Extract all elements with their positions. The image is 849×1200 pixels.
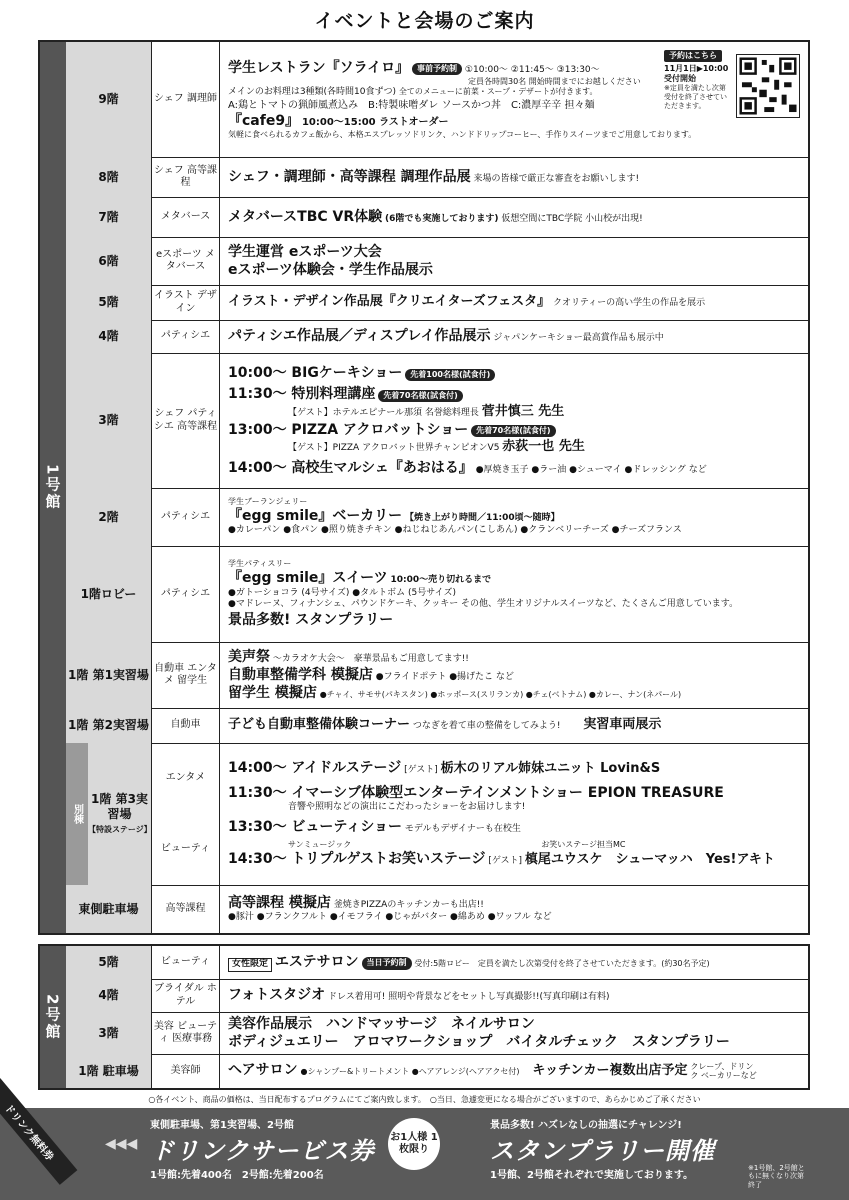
event-sub: つなぎを着て車の整備をしてみよう! xyxy=(412,721,561,732)
row-b2-1f xyxy=(66,1054,808,1088)
drink-title: ドリンクサービス券 xyxy=(150,1137,375,1165)
event-4-mc: お笑いステージ担当MC xyxy=(541,839,626,849)
event-2-sub: 音響や照明などの演出にこだわったショーをお届けします! xyxy=(288,801,526,812)
menu-note: 全てのメニューに前菜・スープ・デザートが付きます。 xyxy=(398,87,598,97)
times: ①10:00〜 ②11:45〜 ③13:30〜 xyxy=(464,64,600,75)
event-sub: ジャパンケーキショー最高賞作品も展示中 xyxy=(493,333,664,344)
dept-1: エンタメ xyxy=(165,772,206,784)
event-title: 子ども自動車整備体験コーナー xyxy=(228,717,411,733)
event-title: パティシエ作品展／ディスプレイ作品展示 xyxy=(228,328,491,345)
floor-label: 1階 第2実習場 xyxy=(66,708,152,743)
event-title: 『egg smile』ベーカリー xyxy=(228,508,403,525)
building2-label: 2号館 xyxy=(40,946,66,1088)
limit-badge: お1人様 1枚限り xyxy=(388,1118,440,1170)
event-content xyxy=(220,237,808,285)
dept-label: 高等課程 xyxy=(152,885,220,933)
dept-label: パティシエ xyxy=(152,320,220,353)
dept-label: イラスト デザイン xyxy=(152,285,220,320)
floor-label: 6階 xyxy=(66,237,152,285)
dept-label: eスポーツ メタバース xyxy=(152,237,220,285)
event-1-sub: 〜カラオケ大会〜 豪華景品もご用意してます!! xyxy=(272,653,469,664)
row-3f xyxy=(66,353,808,489)
event-1: 10:00〜 BIGケーキショー xyxy=(228,365,403,382)
row-practice-1 xyxy=(66,642,808,709)
dept-label: 自動車 エンタメ 留学生 xyxy=(152,642,220,708)
floor-label: 2階 xyxy=(66,488,152,546)
event-3: 留学生 模擬店 xyxy=(228,685,317,702)
reservation-date: 11月1日▶10:00 xyxy=(664,64,729,73)
dept-label: ビューティ xyxy=(152,946,220,979)
dept-label: シェフ 高等課程 xyxy=(152,157,220,197)
notice-text: ○各イベント、商品の価格は、当日配布するプログラムにてご案内致します。 ○当日、急遽変更になる場合がございますので、あらかじめご了承ください xyxy=(148,1095,701,1104)
event-3: 13:30〜 ビューティショー xyxy=(228,818,403,835)
arrow-icon: ◀◀◀ xyxy=(105,1136,138,1152)
floor-label: 1階 駐車場 xyxy=(66,1054,152,1088)
drink-sub: 1号館:先着400名 2号館:先着200名 xyxy=(150,1170,324,1181)
reservation-tag: 事前予約制 xyxy=(412,63,462,75)
dept-label: シェフ 調理師 xyxy=(152,42,220,157)
cafe-desc: 気軽に食べられるカフェ飯から、本格エスプレッソドリンク、ハンドドリップコーヒー、手作りスイーツまでご用意しております。 xyxy=(228,130,697,140)
event-4-names: 槙尾ユウスケ シューマッハ Yes!アキト xyxy=(524,852,775,868)
event-sub-2: クレープ、ドリンク ベーカリーなど xyxy=(690,1062,757,1080)
reservation-start: 受付開始 xyxy=(664,74,696,83)
floor-label: 7階 xyxy=(66,197,152,237)
event-3: 13:00〜 PIZZA アクロバットショー xyxy=(228,421,469,438)
floor-label: 3階 xyxy=(66,1012,152,1054)
free-drink-ribbon: ドリンク無料券 xyxy=(0,1078,77,1185)
event-content xyxy=(220,642,808,708)
event-title: メタバースTBC VR体験 xyxy=(228,208,383,225)
dept-2: ビューティ xyxy=(160,843,211,855)
footer-banner xyxy=(0,1108,849,1200)
event-sub: ドレス着用可! 照明や背景などをセットし写真撮影!!(写真印刷は有料) xyxy=(328,992,610,1003)
event-2: 11:30〜 特別料理講座 xyxy=(228,386,376,403)
event-content xyxy=(220,885,808,933)
event-4-guest: [ゲスト] xyxy=(488,856,523,867)
floor-label: 4階 xyxy=(66,320,152,353)
event-sub: 来場の皆様で厳正な審査をお願いします! xyxy=(473,173,640,184)
row-4f xyxy=(66,320,808,354)
event-content xyxy=(220,546,808,642)
building1-table xyxy=(38,40,810,935)
row-practice-3 xyxy=(66,743,808,886)
event-content xyxy=(220,979,808,1012)
row-6f xyxy=(66,237,808,286)
event-2: 11:30〜 イマーシブ体験型エンターテインメントショー EPION TREASURE xyxy=(228,784,724,801)
event-2-name: 菅井慎三 先生 xyxy=(481,403,565,419)
reservation-info xyxy=(664,50,732,110)
event-title-2: キッチンカー複数出店予定 xyxy=(532,1063,688,1079)
floor-label: 5階 xyxy=(66,946,152,979)
event-content xyxy=(220,1054,808,1088)
reservation-label: 予約はこちら xyxy=(664,50,722,62)
event-3-guest: 【ゲスト】PIZZA アクロバット世界チャンピオンV5 xyxy=(288,442,500,453)
dept-label: パティシエ xyxy=(152,546,220,642)
event-time: 10:00〜売り切れるまで xyxy=(390,575,492,586)
event-content xyxy=(220,708,808,743)
event-content xyxy=(220,157,808,197)
event-3-sub: ●チャイ、サモサ(パキスタン) ●ホッポース(スリランカ) ●チェ(ベトナム) ●カレー、ナン(ネパール) xyxy=(319,690,682,700)
event-content xyxy=(220,42,808,157)
special-stage: 【特設ステージ】 xyxy=(88,825,152,835)
row-7f xyxy=(66,197,808,238)
building1-label: 1号館 xyxy=(40,42,66,933)
event-1: 美声祭 xyxy=(228,648,270,665)
event-title: ヘアサロン xyxy=(228,1062,298,1079)
event-time: 【焼き上がり時間／11:00頃〜随時】 xyxy=(405,513,560,524)
cafe-name: 『cafe9』 xyxy=(228,112,300,129)
floor-label: 8階 xyxy=(66,157,152,197)
event-1: 14:00〜 アイドルステージ xyxy=(228,759,402,776)
drink-coupon xyxy=(150,1116,380,1181)
stamp-sub: 1号館、2号館それぞれで実施しております。 xyxy=(490,1170,694,1181)
event-3-sub: モデルもデザイナーも在校生 xyxy=(404,823,521,834)
event-4-items: ●厚焼き玉子 ●ラー油 ●シューマイ ●ドレッシング など xyxy=(475,464,707,475)
event-items: ●カレーパン ●食パン ●照り焼きチキン ●ねじねじあんパン(こしあん) ●クランベリーチーズ ●チーズフランス xyxy=(228,525,682,536)
floor-label: 9階 xyxy=(66,42,152,157)
event-content xyxy=(220,353,808,488)
event-title: フォトスタジオ xyxy=(228,987,326,1004)
restaurant-name: 学生レストラン『ソライロ』 xyxy=(228,59,410,76)
row-1f-lobby xyxy=(66,546,808,643)
event-sub: 釜焼きPIZZAのキッチンカーも出店!! xyxy=(333,900,484,911)
event-title: 『egg smile』スイーツ xyxy=(228,570,388,587)
row-2f xyxy=(66,488,808,547)
floor-label: 4階 xyxy=(66,979,152,1012)
dept-label: 自動車 xyxy=(152,708,220,743)
event-content xyxy=(220,320,808,353)
event-pre: 学生ブーランジェリー xyxy=(228,496,308,506)
event-title: イラスト・デザイン作品展『クリエイターズフェスタ』 xyxy=(228,294,551,310)
dept-label: 美容 ビューティ 医療事務 xyxy=(152,1012,220,1054)
row-5f xyxy=(66,285,808,321)
event-items: ●豚汁 ●フランクフルト ●イモフライ ●じゃがバター ●綿あめ ●ワッフル など xyxy=(228,912,552,923)
stamp-pre: 景品多数! ハズレなしの抽選にチャレンジ! xyxy=(490,1120,682,1131)
building2-table xyxy=(38,944,810,1090)
event-title: エステサロン xyxy=(274,954,359,971)
events-line-2: ボディジュエリー アロマワークショップ バイタルチェック スタンプラリー xyxy=(228,1034,730,1050)
event-3-name: 赤荻一也 先生 xyxy=(502,438,585,454)
event-4: 14:30〜 トリプルゲストお笑いステージ xyxy=(228,851,486,868)
event-content xyxy=(220,743,808,885)
floor-label: 3階 xyxy=(66,353,152,488)
women-only-box: 女性限定 xyxy=(228,958,272,972)
row-8f xyxy=(66,157,808,198)
event-title-1: 学生運営 eスポーツ大会 xyxy=(228,243,382,260)
row-b2-5f xyxy=(66,946,808,980)
row-9f xyxy=(66,42,808,158)
floor-label: 東側駐車場 xyxy=(66,885,152,933)
dept-label: ブライダル ホテル xyxy=(152,979,220,1012)
event-1-name: 栃木のリアル姉妹ユニット Lovin&S xyxy=(440,760,661,776)
event-title: シェフ・調理師・高等課程 調理作品展 xyxy=(228,168,471,185)
row-practice-2 xyxy=(66,708,808,744)
event-sub: クオリティーの高い学生の作品を展示 xyxy=(553,298,706,309)
reservation-note: ※定員を満たし次第受付を終了させていただきます。 xyxy=(664,84,727,110)
dept-label: シェフ パティシエ 高等課程 xyxy=(152,353,220,488)
drink-locations: 東側駐車場、第1実習場、2号館 xyxy=(150,1120,294,1131)
event-2-tag: 先着70名様(試食付) xyxy=(378,390,462,402)
stamp-title: スタンプラリー開催 xyxy=(490,1137,715,1165)
row-parking-east xyxy=(66,885,808,933)
cafe-hours: 10:00〜15:00 ラストオーダー xyxy=(301,116,449,128)
event-items-2: ●マドレーヌ、フィナンシェ、パウンドケーキ、クッキー その他、学生オリジナルスイーツなど、たくさんご用意しています。 xyxy=(228,599,739,610)
event-items-1: ●ガトーショコラ (4号サイズ) ●タルトボム (5号サイズ) xyxy=(228,587,456,598)
event-content xyxy=(220,197,808,237)
event-content xyxy=(220,946,808,979)
event-2-sub: ●フライドポテト ●揚げたこ など xyxy=(375,671,514,682)
page-title: イベントと会場のご案内 xyxy=(314,10,535,32)
dept-label: メタバース xyxy=(152,197,220,237)
qr-code-icon[interactable] xyxy=(736,54,800,118)
stamp-note: ※1号館、2号館ともに無くなり次第終了 xyxy=(748,1164,805,1189)
event-1-tag: 先着100名様(試食付) xyxy=(405,369,495,381)
event-3-tag: 先着70名様(試食付) xyxy=(471,425,555,437)
row-b2-3f xyxy=(66,1012,808,1055)
menu-items: A:鶏とトマトの猟師風煮込み B:特製味噌ダレ ソースかつ丼 C:濃厚辛辛 担々麺 xyxy=(228,99,595,111)
event-sub: 受付:5階ロビー 定員を満たし次第受付を終了させていただきます。(約30名予定) xyxy=(414,959,710,969)
dept-label: パティシエ xyxy=(152,488,220,546)
events-line-1: 美容作品展示 ハンドマッサージ ネイルサロン xyxy=(228,1015,535,1032)
event-title-2: eスポーツ体験会・学生作品展示 xyxy=(228,262,433,278)
event-2: 自動車整備学科 模擬店 xyxy=(228,666,373,683)
annex-label: 別棟 xyxy=(66,743,88,885)
floor-name: 1階 第3実習場 xyxy=(91,792,148,821)
event-mid: (6階でも実施しております) xyxy=(385,213,499,224)
same-day-tag: 当日予約制 xyxy=(362,957,412,969)
event-sub: ●シャンプー&トリートメント ●ヘアアレンジ(ヘアアクセ付) xyxy=(300,1067,520,1077)
event-prize: 景品多数! スタンプラリー xyxy=(228,611,394,628)
capacity: 定員各時間30名 開始時間までにお越しください xyxy=(468,76,641,86)
floor-label: 5階 xyxy=(66,285,152,320)
event-content xyxy=(220,488,808,546)
dept-label xyxy=(152,743,220,885)
event-4: 14:00〜 高校生マルシェ『あおはる』 xyxy=(228,459,473,476)
floor-label: 1階ロビー xyxy=(66,546,152,642)
event-content xyxy=(220,1012,808,1054)
event-title-2: 実習車両展示 xyxy=(583,717,662,733)
event-sub: 仮想空間にTBC学院 小山校が出現! xyxy=(501,213,643,224)
event-content xyxy=(220,285,808,320)
event-2-guest: 【ゲスト】ホテルエピナール那須 名誉総料理長 xyxy=(288,407,479,418)
event-pre: 学生パティスリー xyxy=(228,558,292,568)
menu-intro: メインのお料理は3種類(各時間10食ずつ) xyxy=(228,87,397,98)
stamp-rally xyxy=(490,1116,750,1181)
floor-label: 1階 第1実習場 xyxy=(66,642,152,708)
event-title: 高等課程 模擬店 xyxy=(228,895,331,912)
row-b2-4f xyxy=(66,979,808,1013)
event-4-ruby: サンミュージック xyxy=(288,839,352,849)
dept-label: 美容師 xyxy=(152,1054,220,1088)
event-1-guest: [ゲスト] xyxy=(404,764,438,775)
